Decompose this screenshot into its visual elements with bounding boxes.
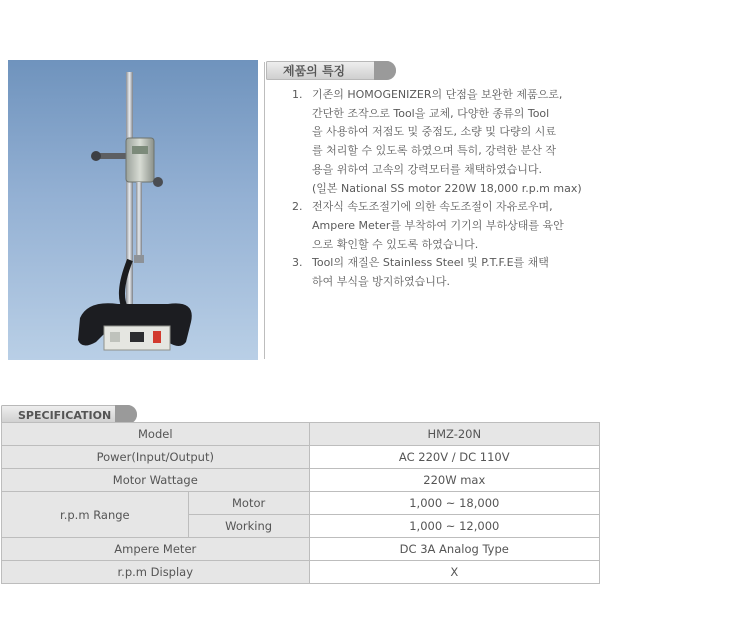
feature-line: (일본 National SS motor 220W 18,000 r.p.m max) [312,181,582,195]
feature-line: 하여 부식을 방지하였습니다. [312,275,451,289]
spec-label: Power(Input/Output) [2,446,310,469]
feature-line: 를 처리할 수 있도록 하였으며 특히, 강력한 분산 작 [312,144,556,158]
homogenizer-illustration [8,60,258,360]
specification-heading: SPECIFICATION [18,409,112,422]
feature-number: 1. [292,88,303,101]
feature-line: 전자식 속도조절기에 의한 속도조절이 자유로우며, [312,200,553,214]
divider [264,62,265,359]
table-row [2,446,600,469]
feature-line: 을 사용하여 저점도 및 중점도, 소량 및 다량의 시료 [312,125,556,139]
spec-value: AC 220V / DC 110V [309,446,599,469]
spec-label: Ampere Meter [2,538,310,561]
spec-label: Model [2,423,310,446]
feature-line: Tool의 재질은 Stainless Steel 및 P.T.F.E를 채택 [312,256,549,270]
table-row [2,538,600,561]
features-tab [266,61,396,80]
spec-label: Motor Wattage [2,469,310,492]
spec-label: r.p.m Display [2,561,310,584]
spec-value: HMZ-20N [309,423,599,446]
feature-item [292,254,602,291]
spec-value: 1,000 ~ 12,000 [309,515,599,538]
spec-value: 1,000 ~ 18,000 [309,492,599,515]
table-row [2,492,600,515]
feature-item [292,86,602,198]
feature-line: 기존의 HOMOGENIZER의 단점을 보완한 제품으로, [312,88,563,101]
spec-sublabel: Motor [188,492,309,515]
feature-item [292,198,602,254]
feature-number: 2. [292,200,303,214]
specification-table [1,422,600,584]
tab-decoration [374,61,396,80]
feature-line: Ampere Meter를 부착하여 기기의 부하상태를 육안 [312,218,564,232]
features-heading: 제품의 특징 [283,64,346,78]
table-row [2,423,600,446]
table-row [2,469,600,492]
spec-value: DC 3A Analog Type [309,538,599,561]
feature-line: 간단한 조작으로 Tool을 교체, 다양한 종류의 Tool [312,106,550,120]
spec-label: r.p.m Range [2,492,189,538]
feature-list [292,86,602,292]
feature-line: 으로 확인할 수 있도록 하였습니다. [312,237,479,251]
spec-value: X [309,561,599,584]
product-photo [8,60,258,360]
feature-line: 용을 위하여 고속의 강력모터를 채택하였습니다. [312,162,543,176]
feature-number: 3. [292,256,303,270]
spec-value: 220W max [309,469,599,492]
spec-sublabel: Working [188,515,309,538]
table-row [2,561,600,584]
